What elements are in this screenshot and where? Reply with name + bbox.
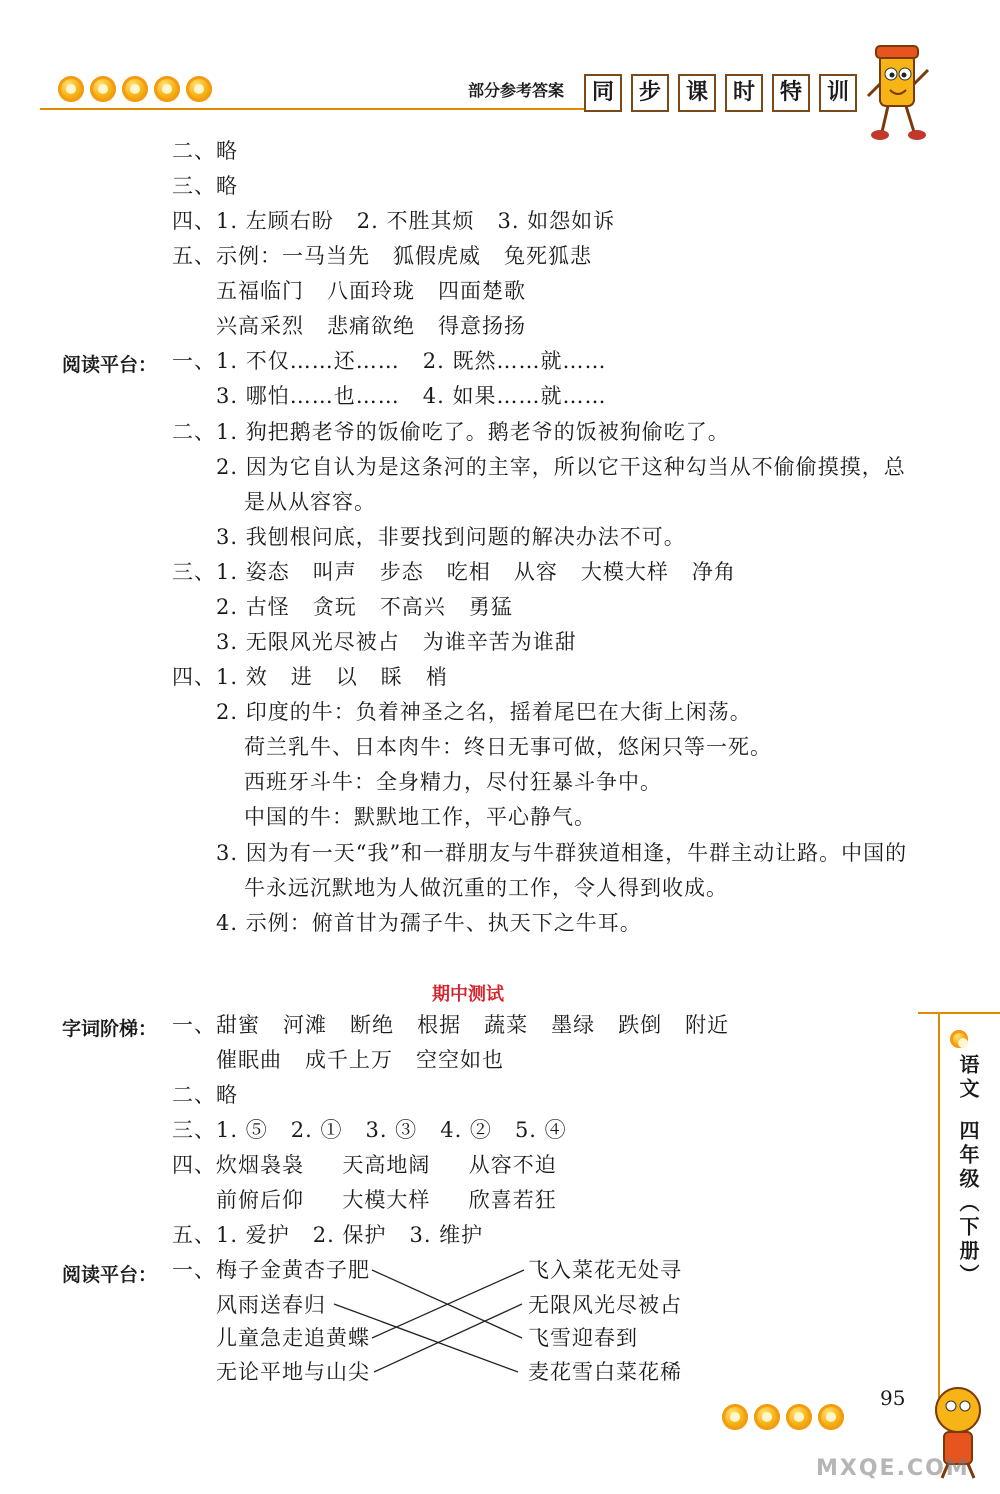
answer-line: 3. 无限风光尽被占 为谁辛苦为谁甜	[216, 630, 577, 654]
side-vertical-rule	[938, 1012, 940, 1402]
section-label-reading: 阅读平台：	[62, 354, 158, 376]
match-right-item: 飞雪迎春到	[528, 1326, 638, 1350]
decor-dot	[786, 1404, 812, 1430]
answer-line: 五、1. 爱护 2. 保护 3. 维护	[172, 1223, 484, 1247]
answer-line: 四、1. 效 进 以 睬 梢	[172, 665, 448, 689]
answer-line: 一、甜蜜 河滩 断绝 根据 蔬菜 墨绿 跌倒 附近	[172, 1013, 730, 1037]
header-title-char: 课	[678, 74, 716, 112]
answer-line: 二、略	[172, 1083, 238, 1107]
answer-line: 西班牙斗牛：全身精力，尽付狂暴斗争中。	[244, 770, 662, 794]
answer-line: 三、略	[172, 174, 238, 198]
answer-line: 牛永远沉默地为人做沉重的工作，令人得到收成。	[244, 876, 728, 900]
match-line	[374, 1304, 522, 1372]
header-title-char: 特	[772, 74, 810, 112]
section-title: 期中测试	[432, 984, 504, 1005]
decor-dot	[754, 1404, 780, 1430]
header-title-char: 同	[584, 74, 622, 112]
match-prefix: 一、	[172, 1258, 216, 1282]
answer-line: 前俯后仰 大模大样 欣喜若狂	[216, 1188, 557, 1212]
answer-line: 五福临门 八面玲珑 四面楚歌	[216, 279, 527, 303]
answer-line: 四、炊烟袅袅 天高地阔 从容不迫	[172, 1153, 557, 1177]
section-label-vocab: 字词阶梯：	[62, 1018, 158, 1040]
decor-dot	[818, 1404, 844, 1430]
answer-line: 中国的牛：默默地工作，平心静气。	[244, 805, 596, 829]
side-subject: 语文	[956, 1054, 980, 1102]
match-left-item: 无论平地与山尖	[216, 1360, 370, 1384]
answer-line: 荷兰乳牛、日本肉牛：终日无事可做，悠闲只等一死。	[244, 735, 772, 759]
answer-line: 4. 示例：俯首甘为孺子牛、执天下之牛耳。	[216, 911, 642, 935]
answer-line: 四、1. 左顾右盼 2. 不胜其烦 3. 如怨如诉	[172, 209, 616, 233]
page-number: 95	[880, 1386, 906, 1410]
header-title-char: 步	[631, 74, 669, 112]
header-title-char: 时	[725, 74, 763, 112]
section-label-reading-2: 阅读平台：	[62, 1264, 158, 1286]
watermark: MXQE.COM	[816, 1456, 970, 1481]
side-rule	[918, 1012, 1000, 1014]
header-title-char: 训	[819, 74, 857, 112]
answer-line: 2. 印度的牛：负着神圣之名，摇着尾巴在大街上闲荡。	[216, 700, 752, 724]
answer-line: 3. 我刨根问底，非要找到问题的解决办法不可。	[216, 525, 686, 549]
answer-line: 二、1. 狗把鹅老爷的饭偷吃了。鹅老爷的饭被狗偷吃了。	[172, 420, 730, 444]
match-left-item: 风雨送春归	[216, 1293, 326, 1317]
match-left-item: 梅子金黄杏子肥	[216, 1258, 370, 1282]
answer-line: 3. 因为有一天“我”和一群朋友与牛群狭道相逢，牛群主动让路。中国的	[216, 841, 908, 865]
match-right-item: 无限风光尽被占	[528, 1293, 682, 1317]
side-grade: 四年级（下册）	[956, 1120, 980, 1288]
side-dot	[950, 1030, 968, 1048]
answer-line: 2. 因为它自认为是这条河的主宰，所以它干这种勾当从不偷偷摸摸，总	[216, 455, 906, 479]
answer-line: 催眠曲 成千上万 空空如也	[216, 1048, 505, 1072]
decor-dot	[722, 1404, 748, 1430]
answer-line: 二、略	[172, 139, 238, 163]
header-subtitle: 部分参考答案	[468, 81, 565, 100]
match-right-item: 麦花雪白菜花稀	[528, 1360, 682, 1384]
match-right-item: 飞入菜花无处寻	[528, 1258, 682, 1282]
match-left-item: 儿童急走追黄蝶	[216, 1326, 370, 1350]
answer-line: 一、1. 不仅……还…… 2. 既然……就……	[172, 349, 607, 373]
answer-line: 三、1. ⑤ 2. ① 3. ③ 4. ② 5. ④	[172, 1118, 567, 1142]
answer-line: 三、1. 姿态 叫声 步态 吃相 从容 大模大样 净角	[172, 560, 736, 584]
answer-line: 3. 哪怕……也…… 4. 如果……就……	[216, 384, 607, 408]
answer-line: 2. 古怪 贪玩 不高兴 勇猛	[216, 595, 513, 619]
answer-line: 五、示例：一马当先 狐假虎威 兔死狐悲	[172, 244, 593, 268]
answer-line: 兴高采烈 悲痛欲绝 得意扬扬	[216, 314, 527, 338]
answer-line: 是从从容容。	[244, 490, 376, 514]
